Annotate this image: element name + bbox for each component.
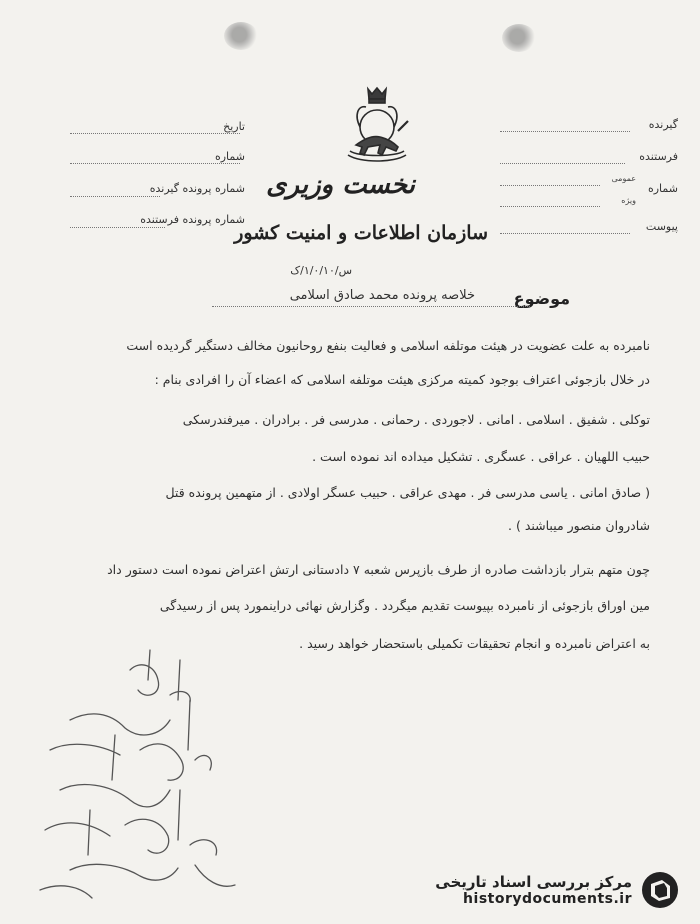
org-subtitle: سازمان اطلاعات و امنیت کشور: [234, 222, 488, 244]
archive-watermark: [435, 870, 680, 910]
watermark-title: مرکز بررسی اسناد تاریخی: [435, 873, 632, 891]
date-label: تاریخ: [223, 120, 245, 133]
special-number-line: [500, 205, 600, 207]
body-line: در خلال بازجوئی اعتراف بوجود کمیته مرکزی هیئت موتلفه اسلامی که اعضاء آن را افرادی بنام :: [154, 372, 650, 387]
subject-label: موضوع: [513, 289, 570, 308]
body-line: حبیب اللهیان . عراقی . عسگری . تشکیل میداده اند نموده است .: [312, 449, 650, 464]
general-number-line: [500, 184, 600, 186]
recipient-file-number-label: شماره پرونده گیرنده: [149, 182, 245, 195]
body-line: ( صادق امانی . یاسی مدرسی فر . مهدی عراقی . حبیب عسگر اولادی . از متهمین پرونده قتل: [165, 485, 650, 500]
body-line: شادروان منصور میباشند ) .: [508, 518, 650, 533]
special-sublabel: ویژه: [621, 196, 636, 205]
recipient-line: [500, 130, 630, 132]
date-line: [70, 132, 240, 134]
sender-file-number-line: [70, 226, 165, 228]
sender-label: فرستنده: [639, 150, 678, 163]
subject-text: خلاصه پرونده محمد صادق اسلامی: [289, 288, 475, 303]
reference-code: س/۱/۰/۱۰/ک: [290, 264, 352, 277]
general-sublabel: عمومی: [611, 174, 636, 183]
body-line: توکلی . شفیق . اسلامی . امانی . لاجوردی . رحمانی . مدرسی فر . برادران . میرفندرسکی: [182, 412, 650, 427]
body-line: نامبرده به علت عضویت در هیئت موتلفه اسلامی و فعالیت بنفع روحانیون مخالف دستگیر گردیده است: [126, 338, 650, 353]
body-line: مین اوراق بازجوئی از نامبرده بپیوست تقدیم میگردد . وگزارش نهائی دراینمورد پس از رسیدگی: [159, 598, 650, 613]
sender-line: [500, 162, 625, 164]
punch-hole-right: [502, 24, 536, 52]
attachment-line: [500, 232, 630, 234]
watermark-url: historydocuments.ir: [463, 891, 632, 907]
number-label: شماره: [214, 150, 245, 163]
body-line: چون متهم بترار بازداشت صادره از طرف بازپرس شعبه ۷ دادستانی ارتش اعتراض نموده است دستور داد: [107, 562, 650, 577]
body-line: به اعتراض نامبرده و انجام تحقیقات تکمیلی باستحضار خواهد رسید .: [299, 636, 650, 651]
recipient-label: گیرنده: [648, 118, 678, 131]
archive-logo-icon: [640, 870, 680, 910]
attachment-label: پیوست: [645, 220, 678, 233]
right-number-label: شماره: [647, 182, 678, 195]
subject-underline: [212, 306, 530, 307]
recipient-file-number-line: [70, 195, 160, 197]
org-title: نخست وزیری: [266, 170, 415, 200]
handwritten-annotation: [30, 640, 260, 910]
number-line: [70, 162, 240, 164]
lion-and-sun-emblem-icon: [338, 85, 416, 171]
punch-hole-left: [224, 22, 258, 50]
sender-file-number-label: شماره پرونده فرستنده: [140, 213, 245, 226]
